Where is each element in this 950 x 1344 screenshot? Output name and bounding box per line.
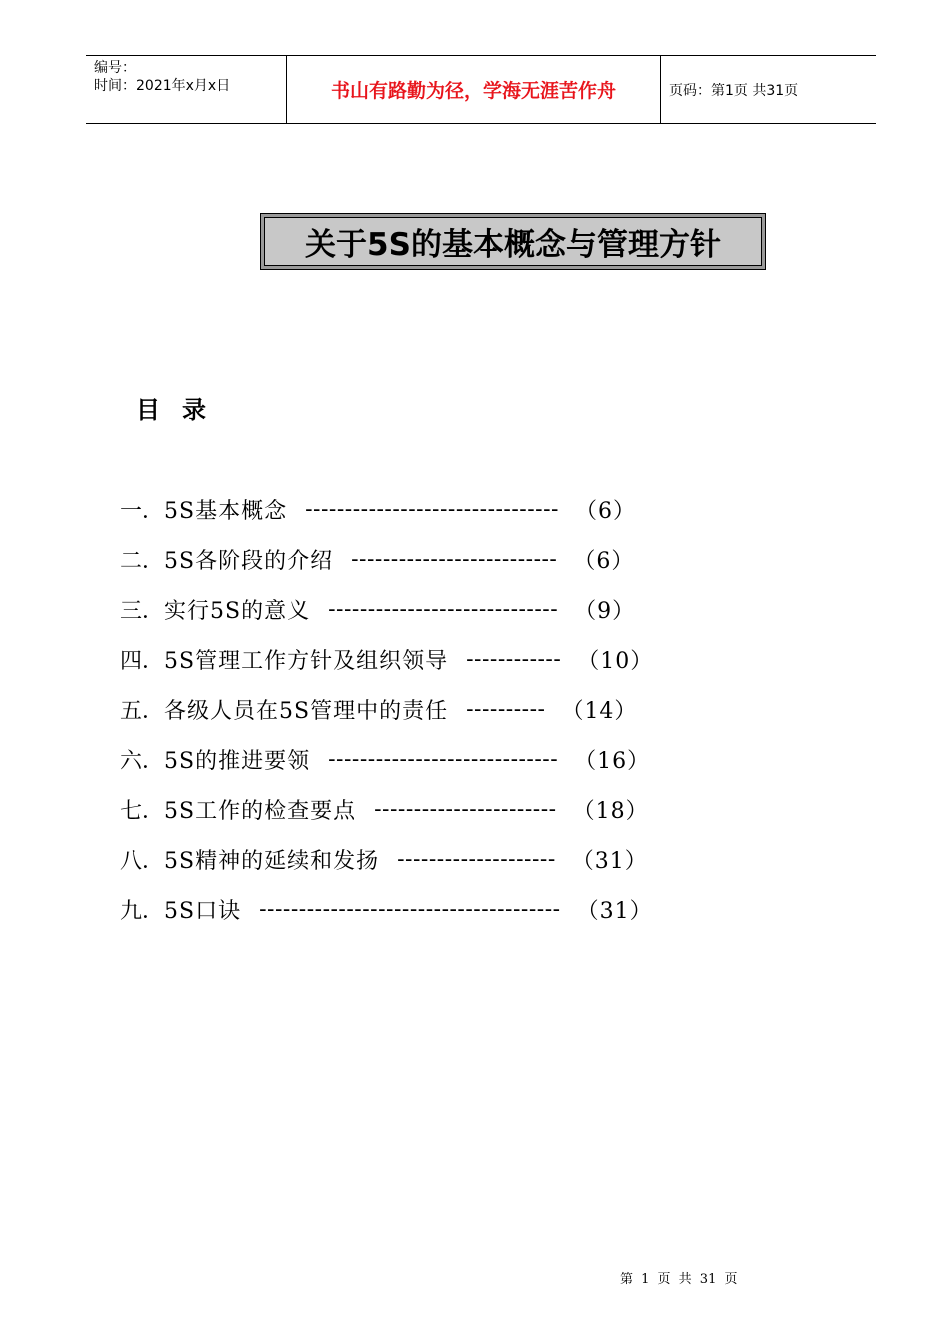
toc-item xyxy=(120,584,840,634)
toc-item-label: 5S工作的检查要点 xyxy=(164,798,357,824)
toc-item-number: 四． xyxy=(120,648,165,674)
toc-item-page: （18） xyxy=(572,798,649,824)
toc-item-label: 5S基本概念 xyxy=(164,498,288,524)
header-motto: 书山有路勤为径，学海无涯苦作舟 xyxy=(287,56,661,123)
toc-item-number: 七． xyxy=(120,798,165,824)
toc-item xyxy=(120,484,840,534)
toc-item-number: 一． xyxy=(120,498,165,524)
toc-item-label: 5S各阶段的介绍 xyxy=(164,548,334,574)
toc-item-leader: ----------------------------- xyxy=(328,746,559,772)
toc-item-leader: -------------------------------- xyxy=(305,496,559,522)
toc-item-label: 5S精神的延续和发扬 xyxy=(164,848,380,874)
toc-item-page: （10） xyxy=(577,648,654,674)
toc-heading: 目录 xyxy=(136,396,228,424)
toc-item xyxy=(120,534,840,584)
toc-item-leader: ----------------------------- xyxy=(328,596,559,622)
toc-item-page: （16） xyxy=(574,748,651,774)
toc-item-number: 三． xyxy=(120,598,165,624)
toc-item xyxy=(120,784,840,834)
toc-item-leader: -------------------- xyxy=(397,846,556,872)
toc-item-label: 各级人员在5S管理中的责任 xyxy=(164,698,449,724)
toc-item-page: （6） xyxy=(573,548,635,574)
toc-item-page: （6） xyxy=(574,498,636,524)
time-label: 时间：2021年x月x日 xyxy=(94,78,231,94)
toc-item-page: （31） xyxy=(576,898,653,924)
number-label: 编号： xyxy=(94,60,136,76)
toc-item-leader: ---------- xyxy=(466,696,546,722)
toc-item-page: （31） xyxy=(571,848,648,874)
toc-item-leader: ------------ xyxy=(466,646,562,672)
toc-item xyxy=(120,634,840,684)
header-page-info: 页码：第1页 共31页 xyxy=(669,82,799,99)
toc-item xyxy=(120,884,840,934)
toc-item-number: 五． xyxy=(120,698,165,724)
document-title: 关于5S的基本概念与管理方针 xyxy=(264,217,762,266)
table-of-contents xyxy=(120,484,840,934)
toc-item-number: 九． xyxy=(120,898,165,924)
toc-item-leader: -------------------------------------- xyxy=(259,896,561,922)
toc-item-page: （14） xyxy=(561,698,638,724)
page-footer: 第 1 页 共 31 页 xyxy=(620,1272,738,1287)
toc-item xyxy=(120,684,840,734)
toc-item-number: 二． xyxy=(120,548,165,574)
toc-item-label: 实行5S的意义 xyxy=(164,598,311,624)
toc-item-leader: ----------------------- xyxy=(374,796,557,822)
toc-item-number: 六． xyxy=(120,748,165,774)
header-meta xyxy=(86,56,287,123)
toc-item-label: 5S管理工作方针及组织领导 xyxy=(164,648,449,674)
document-title-box xyxy=(260,213,766,270)
toc-item-page: （9） xyxy=(574,598,636,624)
toc-item xyxy=(120,834,840,884)
toc-item-label: 5S口诀 xyxy=(164,898,242,924)
toc-item xyxy=(120,734,840,784)
toc-item-leader: -------------------------- xyxy=(351,546,558,572)
page-header xyxy=(86,55,876,124)
toc-item-label: 5S的推进要领 xyxy=(164,748,311,774)
toc-item-number: 八． xyxy=(120,848,165,874)
